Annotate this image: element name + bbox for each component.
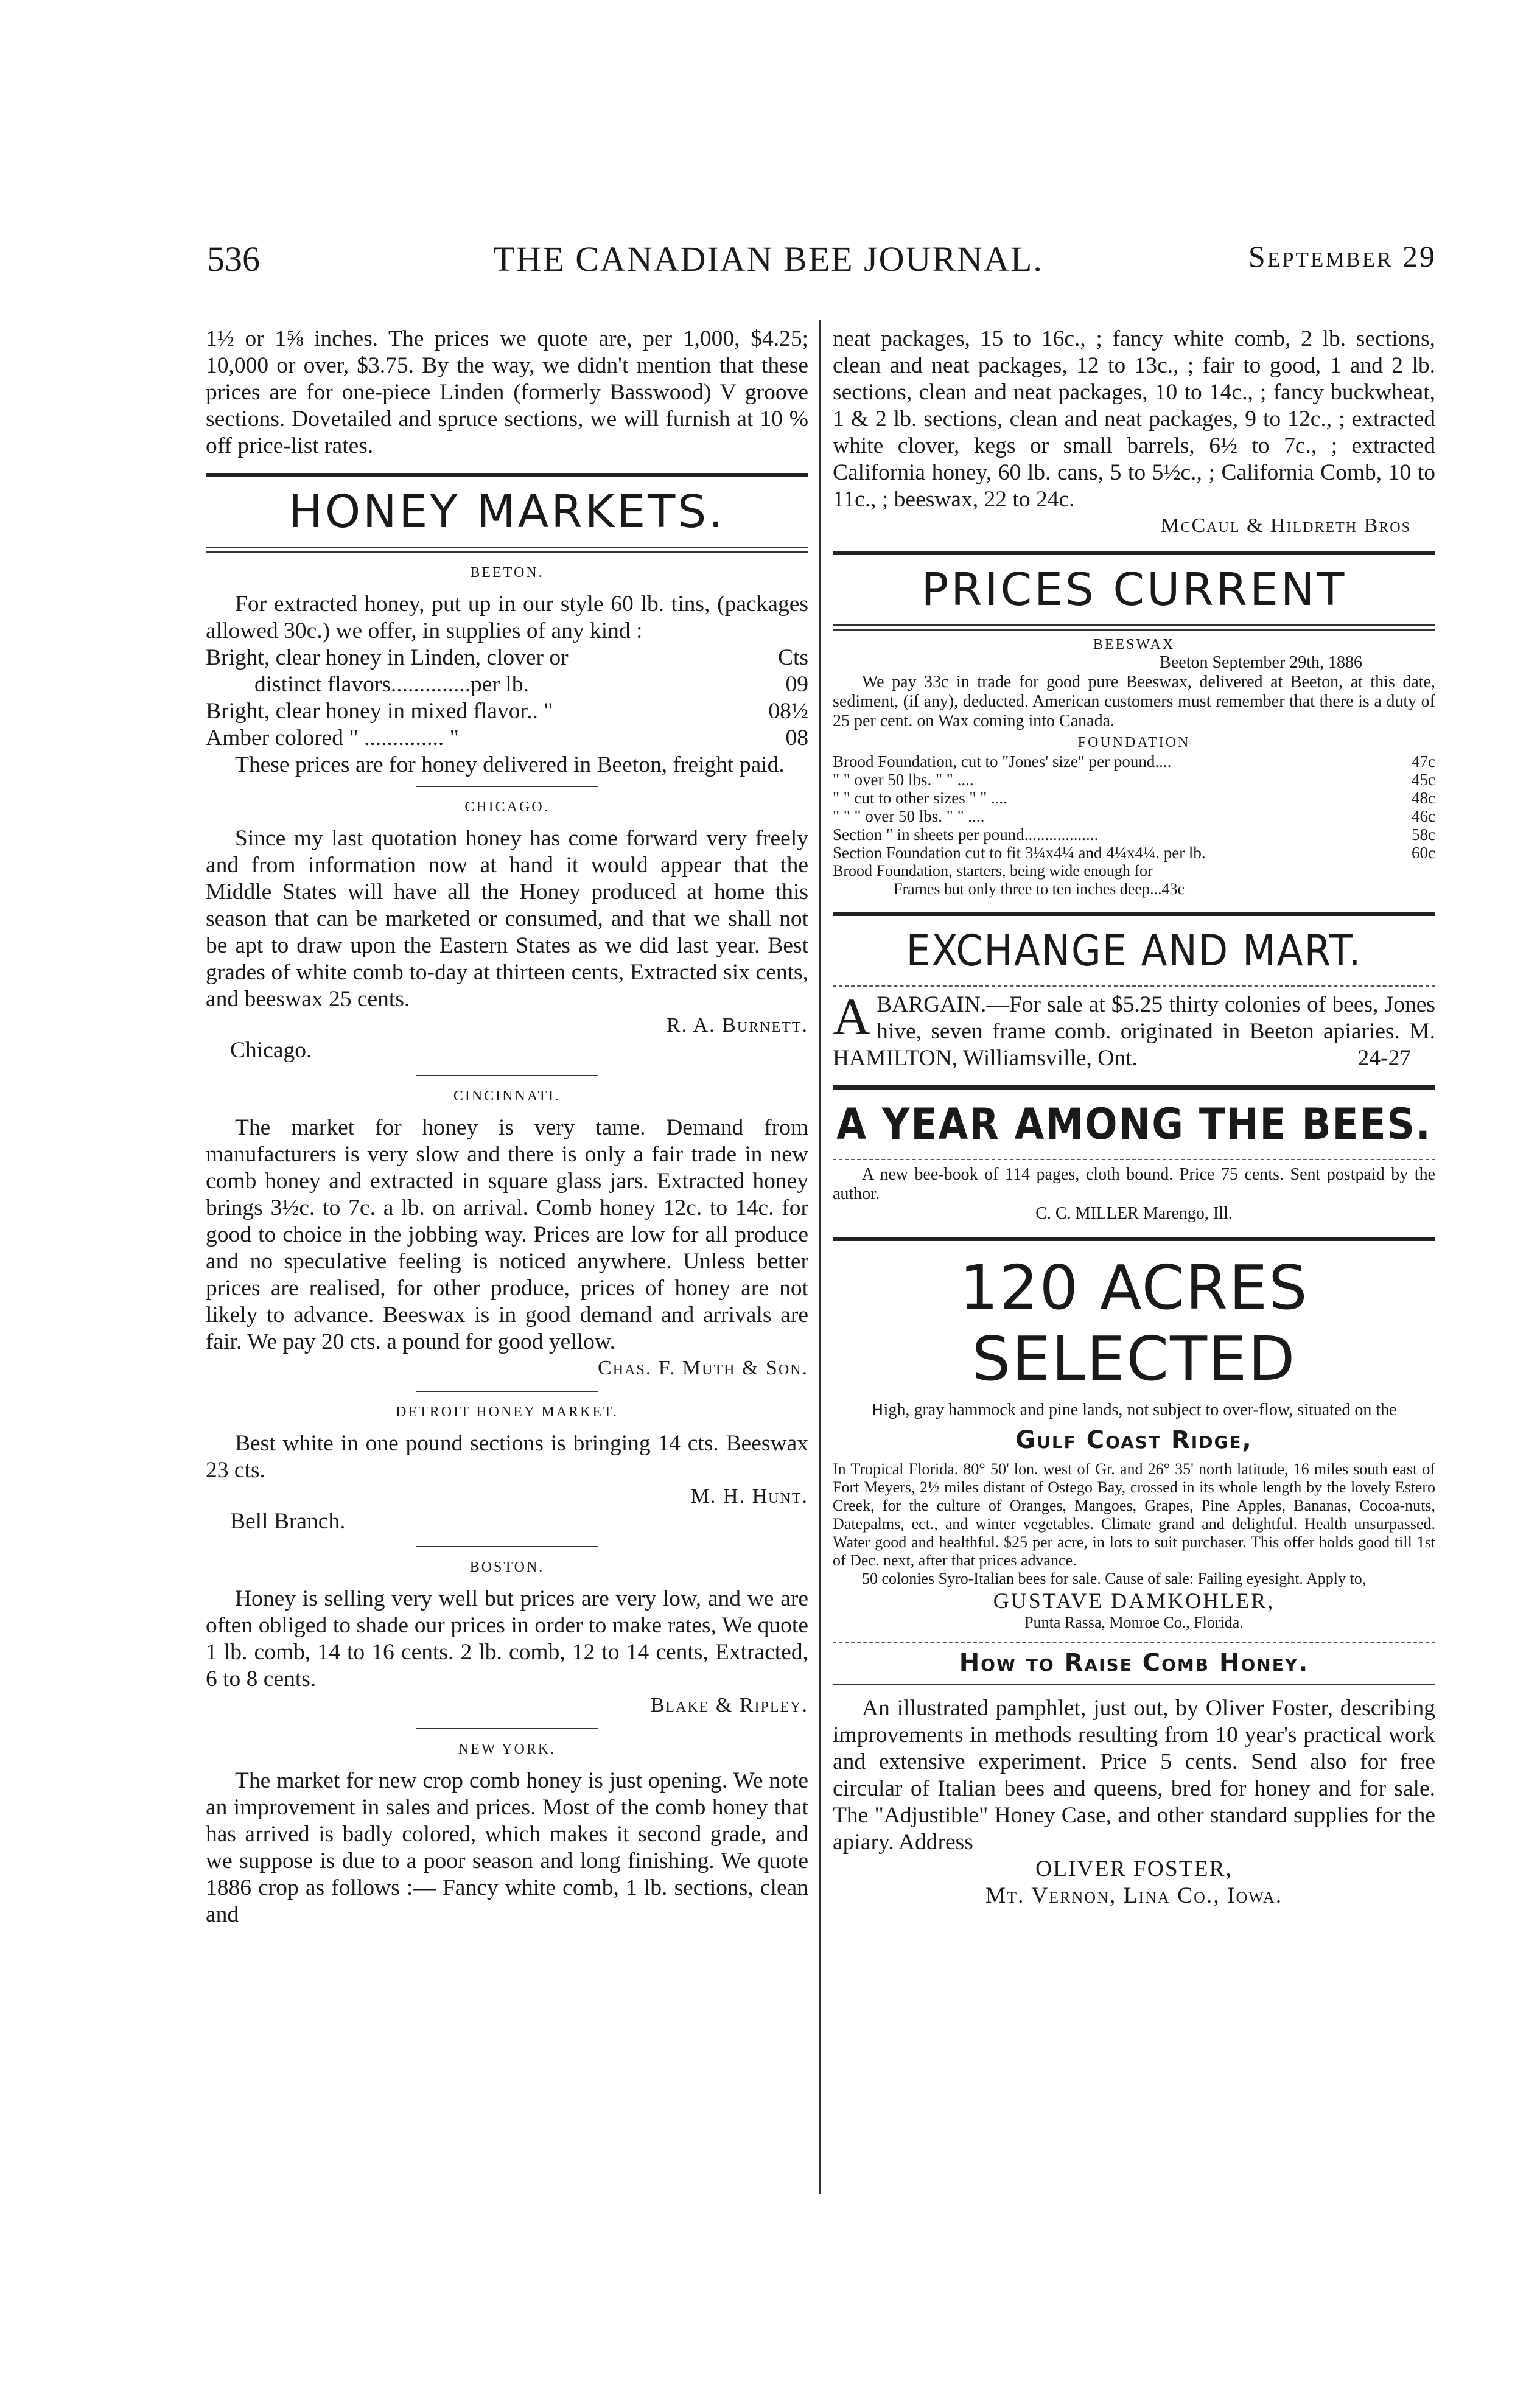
- price-value: 08½: [768, 699, 808, 724]
- double-rule: [833, 624, 1435, 631]
- chicago-heading: CHICAGO.: [464, 799, 550, 815]
- right-column: [833, 326, 1435, 1909]
- exchange-ad: [833, 987, 1435, 1072]
- new-york-text: The market for new crop comb honey is just opening. We note an improvement in sales and prices. Most of the comb honey that has arrived is badly colored, which makes it second grade, and we suppose is due to a poor season and long finishing. We quote 1886 crop as follows :— Fancy white comb, 1 lb. sections, clean and: [206, 1768, 808, 1927]
- section-rule: [833, 551, 1435, 555]
- foundation-row: [833, 807, 1435, 825]
- foundation-row: [833, 825, 1435, 844]
- divider: [416, 1391, 598, 1392]
- beeswax-date: Beeton September 29th, 1886: [1160, 653, 1362, 672]
- price-label: Bright, clear honey in Linden, clover or: [206, 645, 569, 670]
- foundation-price: 45c: [1412, 771, 1435, 789]
- cincinnati-heading: CINCINNATI.: [453, 1088, 561, 1104]
- acres-name: GUSTAVE DAMKOHLER,: [993, 1589, 1275, 1613]
- beeswax-text: We pay 33c in trade for good pure Beeswax, delivered at Beeton, at this date, sediment, (if any), deducted. American customers must remember that there is a duty of 25 per cent. on Wax coming into Canada.: [833, 673, 1435, 730]
- foundation-label: " " cut to other sizes " " ....: [833, 789, 1008, 807]
- detroit-signature: M. H. Hunt.: [690, 1485, 808, 1508]
- divider: [416, 1075, 598, 1076]
- comb-place: Mt. Vernon, Lina Co., Iowa.: [985, 1883, 1283, 1908]
- acres-place: Punta Rassa, Monroe Co., Florida.: [1024, 1614, 1244, 1631]
- year-text: A new bee-book of 114 pages, cloth bound. Price 75 cents. Sent postpaid by the author.: [833, 1165, 1435, 1203]
- acres-text-2: 50 colonies Syro-Italian bees for sale. Cause of sale: Failing eyesight. Apply to,: [862, 1570, 1367, 1587]
- price-label: Amber colored " .............. ": [206, 726, 459, 750]
- boston-text: Honey is selling very well but prices are very low, and we are often obliged to shade our prices in order to make rates, We quote 1 lb. comb, 14 to 16 cents. 2 lb. comb, 12 to 14 cents, Extracted, 6 to 8 cents.: [206, 1586, 808, 1691]
- chicago-signature: R. A. Burnett.: [666, 1014, 808, 1037]
- foundation-label: Brood Foundation, cut to "Jones' size" per pound....: [833, 752, 1172, 771]
- dashed-rule: [833, 1642, 1435, 1643]
- comb-name: OLIVER FOSTER,: [1035, 1856, 1233, 1881]
- honey-markets-title: HONEY MARKETS.: [289, 486, 726, 538]
- cincinnati-text: The market for honey is very tame. Demand from manufacturers is very slow and there is only a fair trade in new comb honey and extracted in square glass jars. Extracted honey brings 3½c. to 7c. a lb. on arrival. Comb honey 12c. to 14c. for good to choice in the jobbing way. Prices are low for all produce and no speculative feeling is noticed anywhere. Unless better prices are realised, for other produce, prices of honey are not likely to advance. Beeswax is in good demand and arrivals are fair. We pay 20 cts. a pound for good yellow.: [206, 1115, 808, 1354]
- foundation-label: " " " over 50 lbs. " " ....: [833, 807, 985, 825]
- price-row: [206, 725, 808, 752]
- chicago-place: Chicago.: [230, 1038, 312, 1063]
- year-among-bees-title: A YEAR AMONG THE BEES.: [836, 1099, 1432, 1149]
- divider: [416, 1728, 598, 1729]
- dashed-rule: [833, 1159, 1435, 1160]
- divider: [833, 1684, 1435, 1685]
- acres-text: In Tropical Florida. 80° 50' lon. west of Gr. and 26° 35' north latitude, 16 miles south east of Fort Meyers, 2½ miles distant of Ostego Bay, crossed in its whole length by the lovely Estero Creek, for the culture of Oranges, Mangoes, Grapes, Pine Apples, Bananas, Cocoa-nuts, Datepalms, ect., and winter vegetables. Climate grand and delightful. Health unsurpassed. Water good and healthful. $25 per acre, in lots to suit purchaser. This offer holds good till 1st of Dec. next, after that prices advance.: [833, 1460, 1435, 1569]
- acres-selected-title: 120 ACRES SELECTED: [959, 1252, 1309, 1394]
- exchange-text: BARGAIN.—For sale at $5.25 thirty colonies of bees, Jones hive, seven frame comb. originated in Beeton apiaries. M. HAMILTON, Williamsville, Ont.: [833, 992, 1435, 1071]
- foundation-price: 48c: [1412, 789, 1435, 807]
- section-rule: [833, 912, 1435, 916]
- gulf-coast-ridge: Gulf Coast Ridge,: [1015, 1426, 1253, 1454]
- foundation-row: [833, 771, 1435, 789]
- price-value: 09: [785, 672, 808, 697]
- price-row: [206, 671, 808, 698]
- price-label: Bright, clear honey in mixed flavor.. ": [206, 699, 553, 724]
- journal-title: THE CANADIAN BEE JOURNAL.: [493, 239, 1043, 279]
- exchange-and-mart-title: EXCHANGE AND MART.: [906, 926, 1362, 976]
- foundation-price: 47c: [1412, 752, 1435, 771]
- exchange-dropcap: A: [833, 987, 871, 1046]
- price-label: distinct flavors..............per lb.: [254, 672, 529, 697]
- new-york-heading: NEW YORK.: [458, 1741, 556, 1757]
- beeton-text: For extracted honey, put up in our style 60 lb. tins, (packages allowed 30c.) we offer, in supplies of any kind :: [206, 592, 808, 643]
- boston-signature: Blake & Ripley.: [650, 1694, 808, 1716]
- foundation-label: " " over 50 lbs. " " ....: [833, 771, 974, 789]
- price-row: [206, 698, 808, 725]
- beeton-heading: BEETON.: [470, 565, 544, 581]
- beeton-footer: These prices are for honey delivered in Beeton, freight paid.: [235, 752, 785, 777]
- foundation-price: 60c: [1412, 844, 1435, 862]
- foundation-price: 58c: [1412, 825, 1435, 844]
- foundation-row: [833, 789, 1435, 807]
- foundation-row: [833, 844, 1435, 862]
- foundation-row: [833, 752, 1435, 771]
- new-york-continued: neat packages, 15 to 16c., ; fancy white comb, 2 lb. sections, clean and neat packages, 12 to 13c., ; fair to good, 1 and 2 lb. sections, clean and neat packages, 10 to 14c., ; fancy buckwheat, 1 & 2 lb. sections, clean and neat packages, 9 to 12c., ; extracted white clover, kegs or small barrels, 6½ to 7c., ; extracted California honey, 60 lb. cans, 5 to 5½c., ; California Comb, 10 to 11c., ; beeswax, 22 to 24c.: [833, 326, 1435, 512]
- double-rule: [206, 547, 808, 553]
- price-col-header: Cts: [777, 645, 808, 670]
- divider: [416, 786, 598, 787]
- foundation-note: Frames but only three to ten inches deep...43c: [894, 880, 1185, 898]
- cincinnati-signature: Chas. F. Muth & Son.: [598, 1357, 808, 1379]
- foundation-price: 46c: [1412, 807, 1435, 825]
- acres-subtitle: High, gray hammock and pine lands, not subject to over-flow, situated on the: [871, 1401, 1397, 1419]
- price-row: [206, 645, 808, 671]
- price-value: 08: [785, 726, 808, 750]
- year-signature: C. C. MILLER Marengo, Ill.: [1035, 1204, 1233, 1223]
- prices-current-title: PRICES CURRENT: [921, 564, 1347, 616]
- beeswax-heading: BEESWAX: [1093, 637, 1175, 652]
- section-rule: [833, 1085, 1435, 1090]
- detroit-text: Best white in one pound sections is bringing 14 cts. Beeswax 23 cts.: [206, 1431, 808, 1483]
- page-header: [207, 239, 1437, 287]
- page-number: 536: [207, 239, 260, 279]
- foundation-label: Section Foundation cut to fit 3¼x4¼ and 4¼x4¼. per lb.: [833, 844, 1206, 862]
- detroit-heading: DETROIT HONEY MARKET.: [396, 1404, 618, 1420]
- foundation-label: Section " in sheets per pound..................: [833, 825, 1099, 844]
- exchange-code: 24-27: [1357, 1046, 1411, 1071]
- intro-paragraph: 1½ or 1⅝ inches. The prices we quote are, per 1,000, $4.25; 10,000 or over, $3.75. By the way, we didn't mention that these prices are for one-piece Linden (formerly Basswood) V groove sections. Dovetailed and spruce sections, we will furnish at 10 % off price-list rates.: [206, 326, 808, 458]
- detroit-place: Bell Branch.: [230, 1509, 346, 1534]
- section-rule: [833, 1237, 1435, 1241]
- column-divider: [819, 320, 821, 2194]
- comb-text: An illustrated pamphlet, just out, by Oliver Foster, describing improvements in methods resulting from 10 year's practical work and extensive experiment. Price 5 cents. Send also for free circular of Italian bees and queens, bred for honey and for sale. The "Adjustible" Honey Case, and other standard supplies for the apiary. Address: [833, 1696, 1435, 1855]
- boston-heading: BOSTON.: [469, 1559, 545, 1575]
- divider: [416, 1546, 598, 1547]
- issue-date: September 29: [1248, 239, 1437, 273]
- foundation-heading: FOUNDATION: [1077, 735, 1191, 750]
- section-rule: [206, 473, 808, 477]
- foundation-note: Brood Foundation, starters, being wide enough for: [833, 862, 1153, 880]
- comb-honey-title: How to Raise Comb Honey.: [959, 1649, 1309, 1677]
- left-column: [206, 326, 808, 1928]
- dashed-rule: [833, 985, 1435, 987]
- chicago-text: Since my last quotation honey has come forward very freely and from information now at hand it would appear that the Middle States will have all the Honey produced at home this season that can be marketed or consumed, and that we shall not be apt to draw upon the Eastern States as we did last year. Best grades of white comb to-day at thirteen cents, Extracted six cents, and beeswax 25 cents.: [206, 826, 808, 1012]
- foundation-price-list: [833, 752, 1435, 898]
- new-york-signature: McCaul & Hildreth Bros: [1161, 514, 1411, 537]
